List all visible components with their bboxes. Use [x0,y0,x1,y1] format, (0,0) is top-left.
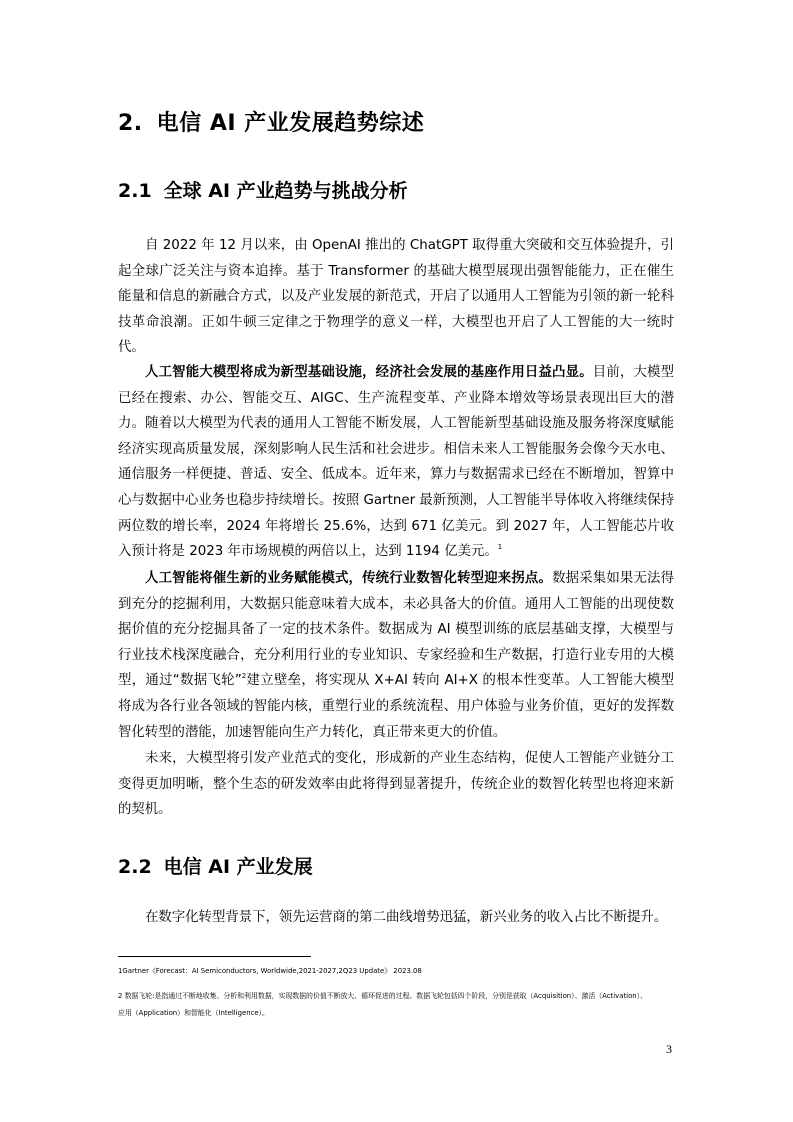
paragraph-future: 未来，大模型将引发产业范式的变化，形成新的产业生态结构，促使人工智能产业链分工变得更加明晰，整个生态的研发效率由此将得到显著提升，传统企业的数智化转型也将迎来新的契机。 [118,751,674,818]
paragraph-infrastructure [118,360,674,565]
subsection-number: 2.2 [118,856,152,878]
paragraph-lead: 人工智能大模型将成为新型基础设施，经济社会发展的基座作用日益凸显。 [145,365,593,380]
footnote-1: 1Gartner《Forecast：AI Semiconductors, Worldwide,2021-2027,2Q23 Update》 2023.08 [118,967,422,975]
paragraph-body: 目前，大模型已经在搜索、办公、智能交互、AIGC、生产流程变革、产业降本增效等场景表现出巨大的潜力。随着以大模型为代表的通用人工智能不断发展，人工智能新型基础设施及服务将深度赋能经济实现高质量发展，深刻影响人民生活和社会进步。相信未来人工智能服务会像今天水电、通信服务一样便捷、普适、安全、低成本。近年来，算力与数据需求已经在不断增加，智算中心与数据中心业务也稳步持续增长。按照 Gartner 最新预测，人工智能半导体收入将继续保持两位数的增长率，2024 年将增长 25.6%，达到 671 亿美元。到 2027 年，人工智能芯片收入预计将是 2023 年市场规模的两倍以上，达到 1194 亿美元。 [118,365,674,560]
subsection-number: 2.1 [118,180,152,202]
footnote-2: 2 数据飞轮:是指通过不断地收集、分析和利用数据，实现数据的价值不断放大、循环促进的过程。数据飞轮包括四个阶段，分别是获取（Acquisition）、激活（Activation）、 [118,992,648,1000]
section-title: 电信 AI 产业发展趋势综述 [156,111,425,136]
paragraph-business-enablement [118,566,674,745]
paragraph-lead: 人工智能将催生新的业务赋能模式，传统行业数智化转型迎来拐点。 [145,571,553,586]
paragraph-digital-transformation: 在数字化转型背景下，领先运营商的第二曲线增势迅猛，新兴业务的收入占比不断提升。 [145,910,668,925]
subsection-title: 全球 AI 产业趋势与挑战分析 [163,180,408,202]
section-heading [118,106,424,137]
paragraph-chatgpt-intro: 自 2022 年 12 月以来，由 OpenAI 推出的 ChatGPT 取得重大突破和交互体验提升，引起全球广泛关注与资本追捧。基于 Transformer 的基础大模型展现出强智能能力，正在催生能量和信息的新融合方式，以及产业发展的新范式，开启了以通用人工智能为引领的新一轮科技革命浪潮。正如牛顿三定律之于物理学的意义一样，大模型也开启了人工智能的大一统时代。 [118,238,674,356]
paragraph-body: 数据采集如果无法得到充分的挖掘利用，大数据只能意味着大成本，未必具备大的价值。通用人工智能的出现使数据价值的充分挖掘具备了一定的技术条件。数据成为 AI 模型训练的底层基础支撑，大模型与行业技术栈深度融合，充分利用行业的专业知识、专家经验和生产数据，打造行业专用的大模型，通过“数据飞轮” [118,571,675,689]
subsection-title: 电信 AI 产业发展 [163,856,313,878]
paragraph-body-continued: 建立壁垒，将实现从 X+AI 转向 AI+X 的根本性变革。人工智能大模型将成为各行业各领域的智能内核，重塑行业的系统流程、用户体验与业务价值，更好的发挥数智化转型的潜能，加速智能向生产力转化，真正带来更大的价值。 [118,673,675,740]
section-number: 2. [118,111,143,136]
subsection-heading-2-1 [118,176,408,203]
footnote-ref-1[interactable]: 1 [497,543,503,552]
footnote-2-continued: 应用（Application）和智能化（Intelligence）。 [118,1009,269,1017]
footnote-divider [118,956,311,957]
page-number: 3 [666,1042,672,1056]
footnote-ref-2[interactable]: 2 [241,672,247,681]
subsection-heading-2-2 [118,852,313,879]
